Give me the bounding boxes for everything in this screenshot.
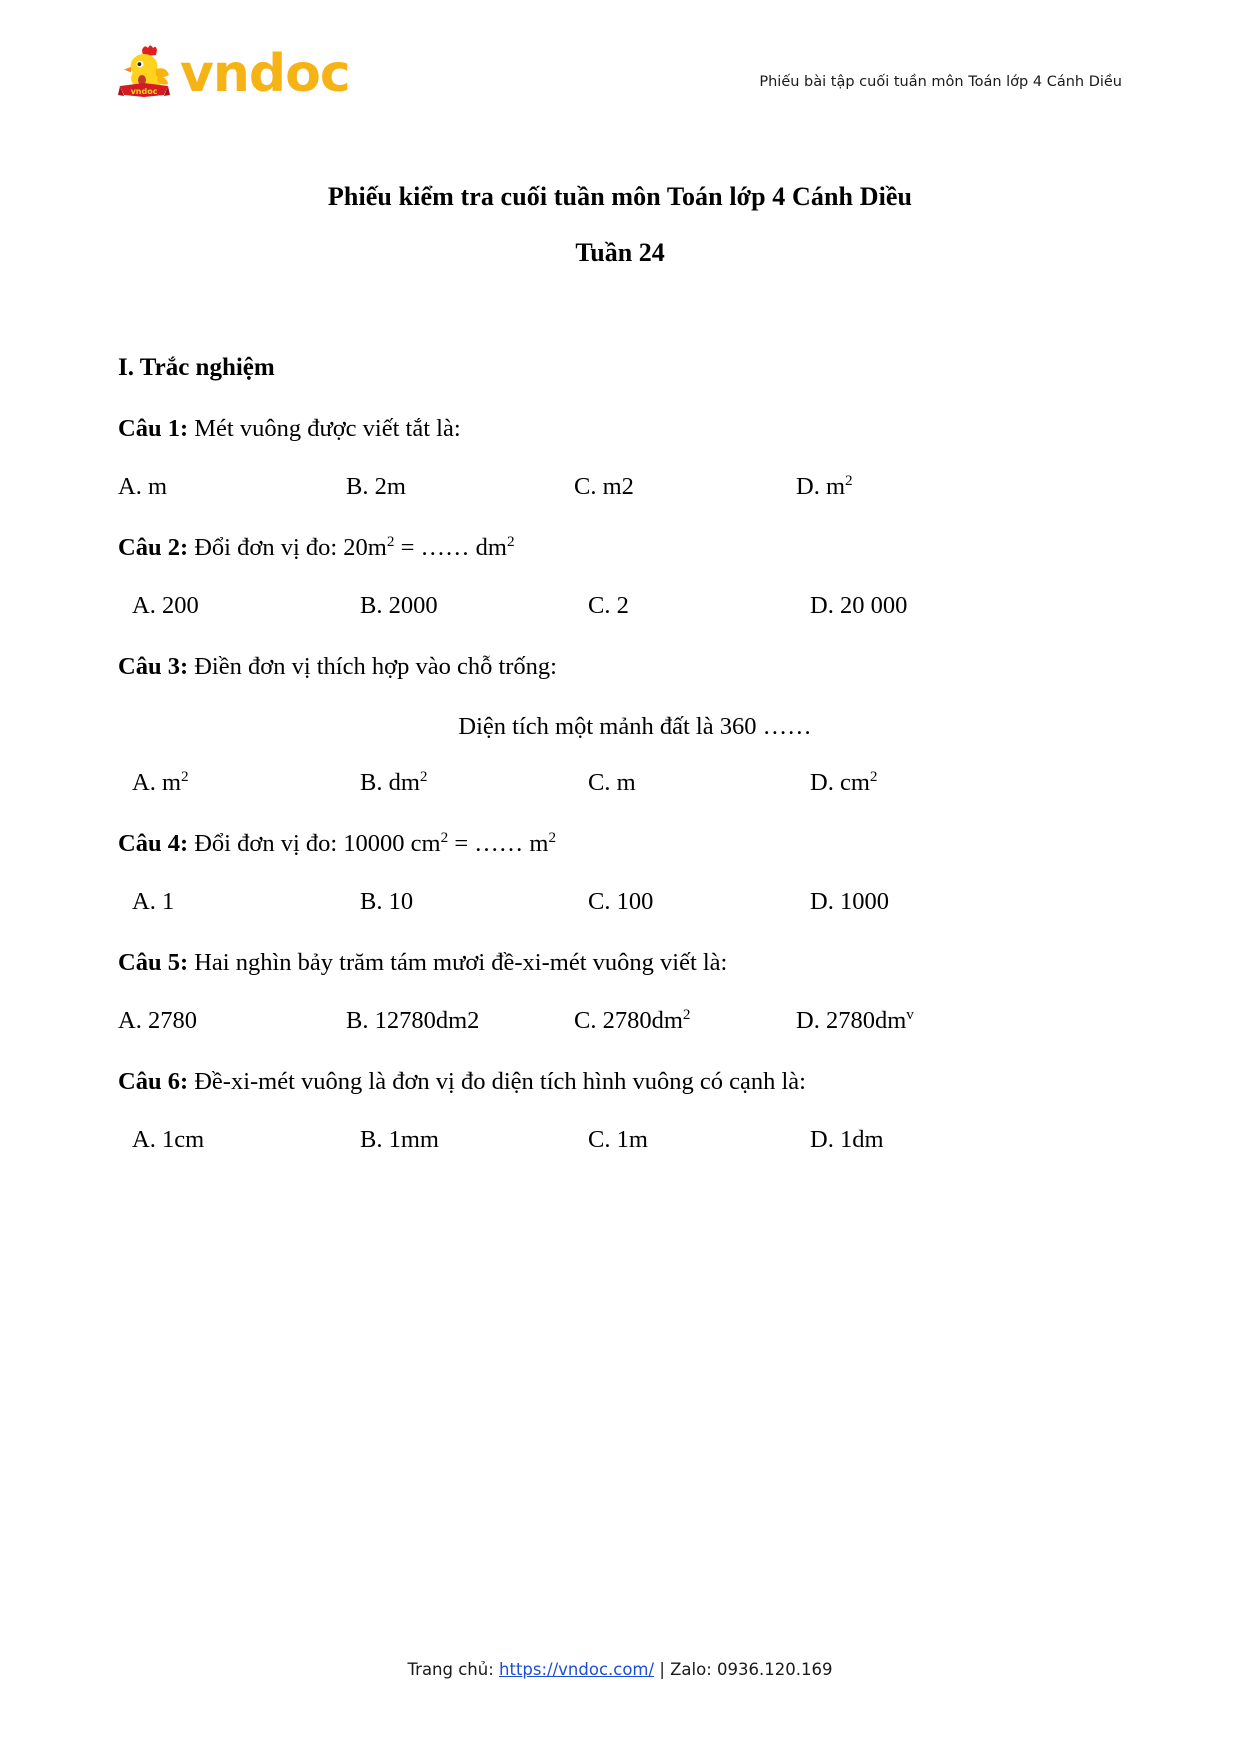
- question-5-options: [118, 1007, 1122, 1035]
- question-2-options: [118, 592, 1122, 620]
- footer-prefix: Trang chủ:: [407, 1660, 500, 1679]
- footer-suffix: | Zalo: 0936.120.169: [654, 1660, 833, 1679]
- option-4a[interactable]: [118, 888, 360, 916]
- option-5b-text: 12780dm2: [368, 1007, 480, 1035]
- question-6-text: Đề-xi-mét vuông là đơn vị đo diện tích hình vuông có cạnh là:: [188, 1068, 806, 1096]
- option-2a-text: 200: [155, 592, 199, 620]
- option-4b-key: B.: [360, 888, 383, 916]
- option-2a[interactable]: [118, 592, 360, 620]
- option-3a-text: m: [155, 769, 182, 797]
- question-1: [118, 412, 1122, 445]
- question-4-sup1: 2: [440, 829, 449, 847]
- option-2b-text: 2000: [382, 592, 438, 620]
- option-5a-text: 2780: [141, 1007, 197, 1035]
- page-title: Phiếu kiểm tra cuối tuần môn Toán lớp 4 Cánh Diều: [327, 182, 913, 211]
- option-3b-sup: 2: [419, 768, 428, 786]
- option-5c-key: C.: [574, 1007, 597, 1035]
- option-6c-text: 1m: [610, 1126, 648, 1154]
- option-4d-key: D.: [810, 888, 834, 916]
- option-6d[interactable]: [810, 1126, 884, 1154]
- option-3d-sup: 2: [869, 768, 878, 786]
- option-5c-sup: 2: [682, 1006, 691, 1024]
- chick-mascot-icon: [114, 42, 176, 104]
- question-5-text: Hai nghìn bảy trăm tám mươi đề-xi-mét vuông viết là:: [188, 949, 728, 977]
- option-2d[interactable]: [810, 592, 907, 620]
- option-2a-key: A.: [132, 592, 156, 620]
- option-6b-key: B.: [360, 1126, 383, 1154]
- question-2-sup2: 2: [506, 532, 515, 550]
- option-1c-key: C.: [574, 473, 597, 501]
- option-6c-key: C.: [588, 1126, 611, 1154]
- question-4-sup2: 2: [548, 829, 557, 847]
- question-3-label: Câu 3:: [118, 653, 189, 681]
- question-2-sup1: 2: [386, 532, 395, 550]
- option-1b-key: B.: [346, 473, 369, 501]
- option-3c-text: m: [610, 769, 636, 797]
- svg-text:vndoc: vndoc: [130, 87, 158, 96]
- option-5c-text: 2780dm: [596, 1007, 683, 1035]
- option-5d-key: D.: [796, 1007, 820, 1035]
- option-1b-text: 2m: [368, 473, 406, 501]
- option-4a-key: A.: [132, 888, 156, 916]
- option-3a-sup: 2: [181, 768, 189, 786]
- option-2c[interactable]: [588, 592, 810, 620]
- question-4-text: Đổi đơn vị đo: 10000 cm: [188, 830, 441, 858]
- option-2b[interactable]: [360, 592, 588, 620]
- option-1d-text: m: [819, 473, 846, 501]
- option-4d[interactable]: [810, 888, 889, 916]
- option-6d-key: D.: [810, 1126, 834, 1154]
- option-3a-key: A.: [132, 769, 156, 797]
- option-5d-sup: v: [906, 1006, 914, 1024]
- question-4-options: [118, 888, 1122, 916]
- option-3c-key: C.: [588, 769, 611, 797]
- option-4b[interactable]: [360, 888, 588, 916]
- option-1d[interactable]: [796, 473, 853, 501]
- question-2: [118, 531, 1122, 564]
- option-5b[interactable]: [346, 1007, 574, 1035]
- page-subtitle: Tuần 24: [575, 238, 665, 267]
- option-4c-text: 100: [610, 888, 654, 916]
- option-6c[interactable]: [588, 1126, 810, 1154]
- option-1d-sup: 2: [845, 471, 853, 489]
- vndoc-wordmark: vndoc: [180, 44, 350, 104]
- option-4d-text: 1000: [833, 888, 889, 916]
- option-2c-key: C.: [588, 592, 611, 620]
- question-1-text: Mét vuông được viết tắt là:: [188, 415, 461, 442]
- question-3-options: [118, 769, 1122, 797]
- option-4c-key: C.: [588, 888, 611, 916]
- option-5c[interactable]: [574, 1007, 796, 1035]
- question-2-text: Đổi đơn vị đo: 20m: [188, 534, 387, 562]
- option-5d[interactable]: [796, 1007, 914, 1035]
- option-5b-key: B.: [346, 1007, 369, 1035]
- question-3-centered-text: Diện tích một mảnh đất là 360 ……: [458, 713, 812, 741]
- option-1a[interactable]: [118, 473, 346, 501]
- question-3: [118, 650, 1122, 683]
- option-3c[interactable]: [588, 769, 810, 797]
- option-1d-key: D.: [796, 473, 820, 501]
- option-6a-key: A.: [132, 1126, 156, 1154]
- option-5a[interactable]: [118, 1007, 346, 1035]
- question-3-text: Điền đơn vị thích hợp vào chỗ trống:: [188, 653, 557, 681]
- question-4-label: Câu 4:: [118, 830, 189, 858]
- option-2d-key: D.: [810, 592, 834, 620]
- question-6-label: Câu 6:: [118, 1068, 189, 1096]
- option-6b[interactable]: [360, 1126, 588, 1154]
- option-2c-text: 2: [610, 592, 629, 620]
- option-1c[interactable]: [574, 473, 796, 501]
- page-header: [118, 0, 1122, 120]
- option-6d-text: 1dm: [833, 1126, 884, 1154]
- option-6a[interactable]: [118, 1126, 360, 1154]
- option-6b-text: 1mm: [382, 1126, 439, 1154]
- option-3b-key: B.: [360, 769, 383, 797]
- option-6a-text: 1cm: [155, 1126, 205, 1154]
- option-3a[interactable]: [118, 769, 360, 797]
- question-2-text2: = …… dm: [394, 534, 507, 562]
- question-5-label: Câu 5:: [118, 949, 189, 977]
- page-footer: [0, 1660, 1240, 1679]
- option-4a-text: 1: [155, 888, 175, 916]
- question-6: [118, 1065, 1122, 1098]
- option-4c[interactable]: [588, 888, 810, 916]
- question-1-label: Câu 1:: [118, 415, 189, 442]
- option-1c-text: m2: [596, 473, 634, 501]
- vndoc-logo[interactable]: [114, 42, 350, 104]
- option-3d[interactable]: [810, 769, 877, 797]
- question-2-label: Câu 2:: [118, 534, 189, 562]
- section-heading-trac-nghiem: I. Trắc nghiệm: [118, 354, 275, 381]
- footer-website-link[interactable]: https://vndoc.com/: [499, 1660, 655, 1679]
- option-5d-text: 2780dm: [819, 1007, 907, 1035]
- question-1-options: [118, 473, 1122, 501]
- question-4-text2: = …… m: [448, 830, 549, 858]
- question-4: [118, 827, 1122, 860]
- option-3b-text: dm: [382, 769, 420, 797]
- option-3d-text: cm: [833, 769, 870, 797]
- option-1a-text: m: [141, 473, 168, 501]
- option-3d-key: D.: [810, 769, 834, 797]
- header-note: Phiếu bài tập cuối tuần môn Toán lớp 4 Cánh Diều: [759, 74, 1122, 90]
- question-6-options: [118, 1126, 1122, 1154]
- option-2d-text: 20 000: [833, 592, 908, 620]
- option-1b[interactable]: [346, 473, 574, 501]
- question-5: [118, 946, 1122, 979]
- option-5a-key: A.: [118, 1007, 142, 1035]
- option-3b[interactable]: [360, 769, 588, 797]
- option-1a-key: A.: [118, 473, 142, 501]
- option-4b-text: 10: [382, 888, 414, 916]
- option-2b-key: B.: [360, 592, 383, 620]
